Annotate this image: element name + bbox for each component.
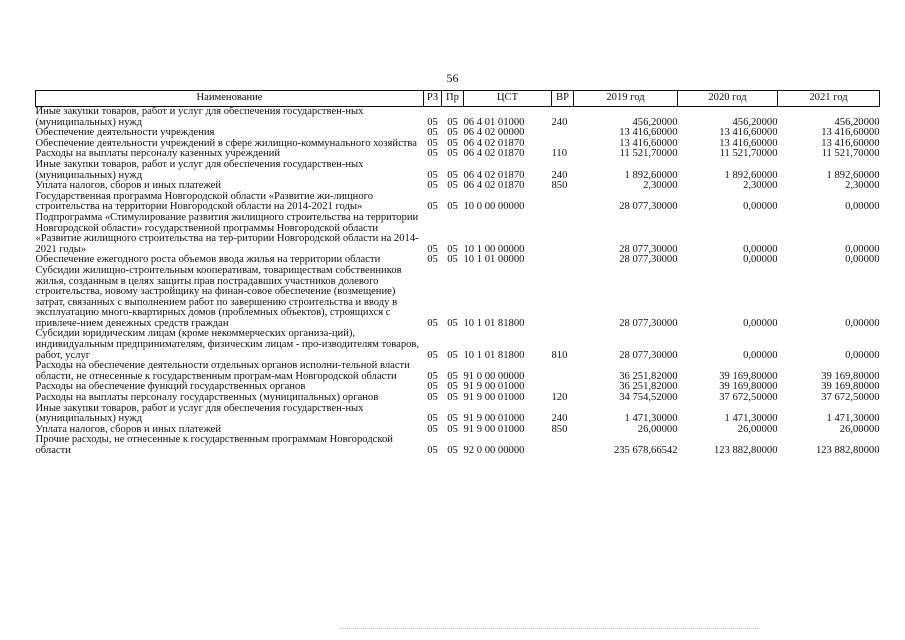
cell-2020: 0,00000	[743, 349, 778, 361]
cell-2019: 13 416,60000	[619, 137, 678, 149]
cell-name: Прочие расходы, не отнесенные к государственным программам Новгородской области	[35, 434, 393, 456]
cell-rz: 05	[427, 169, 438, 181]
cell-2020: 26,00000	[737, 423, 778, 435]
cell-vr	[552, 361, 574, 382]
cell-pr: 05	[447, 180, 458, 192]
cell-vr: 810	[551, 349, 568, 361]
cell-pr: 05	[447, 370, 458, 382]
cell-2021: 0,00000	[845, 317, 880, 329]
cell-2021: 39 169,80000	[821, 370, 880, 382]
cell-2019: 34 754,52000	[619, 392, 678, 404]
cell-name: Иные закупки товаров, работ и услуг для обеспечения государствен-ных (муниципальных) нужд	[35, 158, 364, 181]
cell-2021: 0,00000	[845, 254, 880, 266]
cell-2019: 36 251,82000	[619, 370, 678, 382]
cell-rz: 05	[427, 201, 438, 213]
cell-2021: 1 471,30000	[826, 413, 880, 425]
budget-table	[35, 90, 880, 457]
table-row	[36, 107, 880, 129]
cell-2021: 123 882,80000	[815, 445, 880, 456]
cell-2021: 0,00000	[845, 349, 880, 361]
cell-cst: 91 9 00 01000	[463, 423, 525, 435]
cell-rz: 05	[427, 392, 438, 404]
cell-2021: 0,00000	[845, 201, 880, 213]
cell-2021: 13 416,60000	[821, 137, 880, 149]
cell-vr: 110	[551, 148, 567, 160]
table-row	[36, 160, 880, 181]
cell-2019: 235 678,66542	[613, 445, 678, 456]
header-2019: 2019 год	[574, 91, 678, 107]
cell-rz: 05	[427, 137, 438, 149]
cell-2020: 0,00000	[743, 243, 778, 255]
header-2021: 2021 год	[778, 91, 880, 107]
header-cst: ЦСТ	[464, 91, 552, 107]
cell-2020: 1 892,60000	[724, 169, 778, 181]
cell-2020: 1 471,30000	[724, 413, 778, 425]
cell-rz: 05	[427, 413, 438, 425]
cell-name: Иные закупки товаров, работ и услуг для обеспечения государствен-ных (муниципальных) нужд	[35, 106, 364, 128]
cell-2020: 37 672,50000	[719, 392, 778, 404]
cell-2020: 0,00000	[743, 317, 778, 329]
page-number: 56	[446, 71, 459, 85]
cell-pr: 05	[447, 413, 458, 425]
cell-rz: 05	[427, 423, 438, 435]
cell-vr: 120	[551, 392, 568, 404]
cell-vr	[552, 213, 574, 255]
cell-name: Подпрограмма «Стимулирование развития жилищного строительства на территории Новгородской области» государственной программы Новгородской области «Развитие жилищного строительства на тер-ритории Новгородской области на 2014-2021 годы»	[35, 211, 419, 255]
cell-rz: 05	[427, 116, 438, 128]
cell-cst: 10 1 01 81800	[463, 349, 525, 361]
header-pr: Пр	[442, 91, 464, 107]
table-row	[36, 266, 880, 330]
cell-cst: 91 9 00 01000	[463, 392, 525, 404]
scan-artifact	[340, 628, 760, 632]
cell-cst: 91 9 00 01000	[463, 413, 525, 425]
cell-2019: 36 251,82000	[619, 381, 678, 393]
cell-cst: 92 0 00 00000	[463, 445, 525, 456]
cell-2020: 39 169,80000	[719, 370, 778, 382]
cell-2021: 39 169,80000	[821, 381, 880, 393]
cell-cst: 06 4 02 01870	[463, 169, 525, 181]
cell-rz: 05	[427, 127, 438, 139]
cell-cst: 06 4 01 01000	[463, 116, 525, 128]
table-body	[36, 107, 880, 457]
cell-name: Расходы на выплаты персоналу государственных (муниципальных) органов	[35, 392, 379, 404]
cell-2019: 28 077,30000	[619, 254, 678, 266]
cell-pr: 05	[447, 148, 458, 160]
cell-2020: 39 169,80000	[719, 381, 778, 393]
cell-2020: 0,00000	[743, 201, 778, 213]
cell-name: Расходы на обеспечение функций государственных органов	[35, 381, 306, 393]
cell-rz: 05	[427, 180, 438, 192]
header-rz: РЗ	[424, 91, 442, 107]
cell-2020: 13 416,60000	[719, 127, 778, 139]
table-row	[36, 213, 880, 255]
cell-cst: 91 9 00 01000	[463, 381, 525, 393]
cell-2020: 2,30000	[743, 180, 778, 192]
cell-cst: 10 1 01 00000	[463, 254, 525, 266]
header-2020: 2020 год	[678, 91, 778, 107]
cell-pr: 05	[447, 127, 458, 139]
cell-vr	[552, 192, 574, 213]
cell-name: Иные закупки товаров, работ и услуг для обеспечения государствен-ных (муниципальных) нужд	[35, 402, 364, 425]
cell-2021: 456,20000	[834, 116, 880, 128]
cell-pr: 05	[447, 349, 458, 361]
cell-rz: 05	[427, 317, 438, 329]
cell-pr: 05	[447, 317, 458, 329]
cell-2020: 0,00000	[743, 254, 778, 266]
cell-vr	[552, 435, 574, 456]
cell-2020: 123 882,80000	[713, 445, 778, 456]
cell-2020: 13 416,60000	[719, 137, 778, 149]
cell-rz: 05	[427, 445, 438, 456]
cell-name: Государственная программа Новгородской области «Развитие жи-лищного строительства на территории Новгородской области на 2014-2021 годы»	[35, 190, 374, 213]
cell-cst: 06 4 02 01870	[463, 148, 525, 160]
table-row	[36, 361, 880, 382]
cell-rz: 05	[427, 254, 438, 266]
cell-pr: 05	[447, 116, 458, 128]
cell-2020: 456,20000	[732, 116, 778, 128]
cell-vr: 240	[551, 169, 568, 181]
cell-2019: 28 077,30000	[619, 317, 678, 329]
cell-name: Уплата налогов, сборов и иных платежей	[35, 423, 222, 435]
header-name: Наименование	[36, 91, 424, 107]
cell-pr: 05	[447, 137, 458, 149]
cell-2021: 2,30000	[845, 180, 880, 192]
cell-cst: 91 0 00 00000	[463, 370, 525, 382]
cell-cst: 06 4 02 01870	[463, 180, 525, 192]
cell-name: Уплата налогов, сборов и иных платежей	[35, 180, 222, 192]
cell-pr: 05	[447, 381, 458, 393]
cell-cst: 06 4 02 00000	[463, 127, 525, 139]
cell-name: Субсидии жилищно-строительным кооперативам, товариществам собственников жилья, созданным в целях защиты прав пострадавших участников долевого строительства, новому застройщику на финан-совое обеспечение (возмещение) затрат, связанных с выполнением работ по завершению строительства и вводу в эксплуатацию много-квартирных домов (проблемных объектов), строящихся с привлече-нием денежных средств граждан	[35, 264, 402, 329]
cell-pr: 05	[447, 423, 458, 435]
cell-cst: 10 0 00 00000	[463, 201, 525, 213]
cell-vr	[552, 128, 574, 139]
cell-vr	[552, 255, 574, 266]
cell-2020: 11 521,70000	[719, 148, 778, 160]
cell-2019: 1 892,60000	[624, 169, 678, 181]
cell-name: Расходы на обеспечение деятельности отдельных органов исполни-тельной власти области, не отнесенные к государственным програм-мам Новгородской области	[35, 360, 410, 382]
cell-2021: 0,00000	[845, 243, 880, 255]
cell-rz: 05	[427, 349, 438, 361]
cell-name: Расходы на выплаты персоналу казенных учреждений	[35, 148, 280, 160]
cell-rz: 05	[427, 148, 438, 160]
cell-pr: 05	[447, 254, 458, 266]
table-row	[36, 404, 880, 425]
header-row	[36, 91, 880, 107]
table-row	[36, 192, 880, 213]
table-row	[36, 329, 880, 361]
cell-2019: 11 521,70000	[619, 148, 678, 160]
cell-vr: 240	[551, 116, 568, 128]
cell-vr: 850	[551, 423, 568, 435]
cell-2019: 13 416,60000	[619, 127, 678, 139]
cell-2019: 2,30000	[643, 180, 678, 192]
cell-pr: 05	[447, 243, 458, 255]
cell-2021: 1 892,60000	[826, 169, 880, 181]
cell-2019: 1 471,30000	[624, 413, 678, 425]
cell-2019: 28 077,30000	[619, 201, 678, 213]
cell-2021: 26,00000	[839, 423, 880, 435]
cell-name: Обеспечение деятельности учреждений в сфере жилищно-коммунального хозяйства	[35, 137, 417, 149]
cell-cst: 10 1 00 00000	[463, 243, 525, 255]
cell-2021: 13 416,60000	[821, 127, 880, 139]
cell-rz: 05	[427, 370, 438, 382]
cell-2021: 11 521,70000	[821, 148, 880, 160]
cell-name: Обеспечение деятельности учреждения	[35, 127, 215, 139]
cell-rz: 05	[427, 243, 438, 255]
cell-pr: 05	[447, 392, 458, 404]
cell-2019: 26,00000	[637, 423, 678, 435]
table-row	[36, 435, 880, 456]
cell-vr: 850	[551, 180, 568, 192]
cell-2019: 456,20000	[632, 116, 678, 128]
cell-2021: 37 672,50000	[821, 392, 880, 404]
cell-vr	[552, 266, 574, 330]
cell-name: Обеспечение ежегодного роста объемов ввода жилья на территории области	[35, 254, 381, 266]
cell-cst: 10 1 01 81800	[463, 317, 525, 329]
table-header	[36, 91, 880, 107]
cell-pr: 05	[447, 201, 458, 213]
header-vr: ВР	[552, 91, 574, 107]
cell-2019: 28 077,30000	[619, 349, 678, 361]
cell-vr: 240	[551, 413, 568, 425]
cell-name: Субсидии юридическим лицам (кроме некоммерческих организа-ций), индивидуальным предпринимателям, физическим лицам - про-изводителям товаров, работ, услуг	[35, 328, 420, 361]
cell-pr: 05	[447, 169, 458, 181]
cell-rz: 05	[427, 381, 438, 393]
cell-pr: 05	[447, 445, 458, 456]
cell-2019: 28 077,30000	[619, 243, 678, 255]
cell-cst: 06 4 02 01870	[463, 137, 525, 149]
